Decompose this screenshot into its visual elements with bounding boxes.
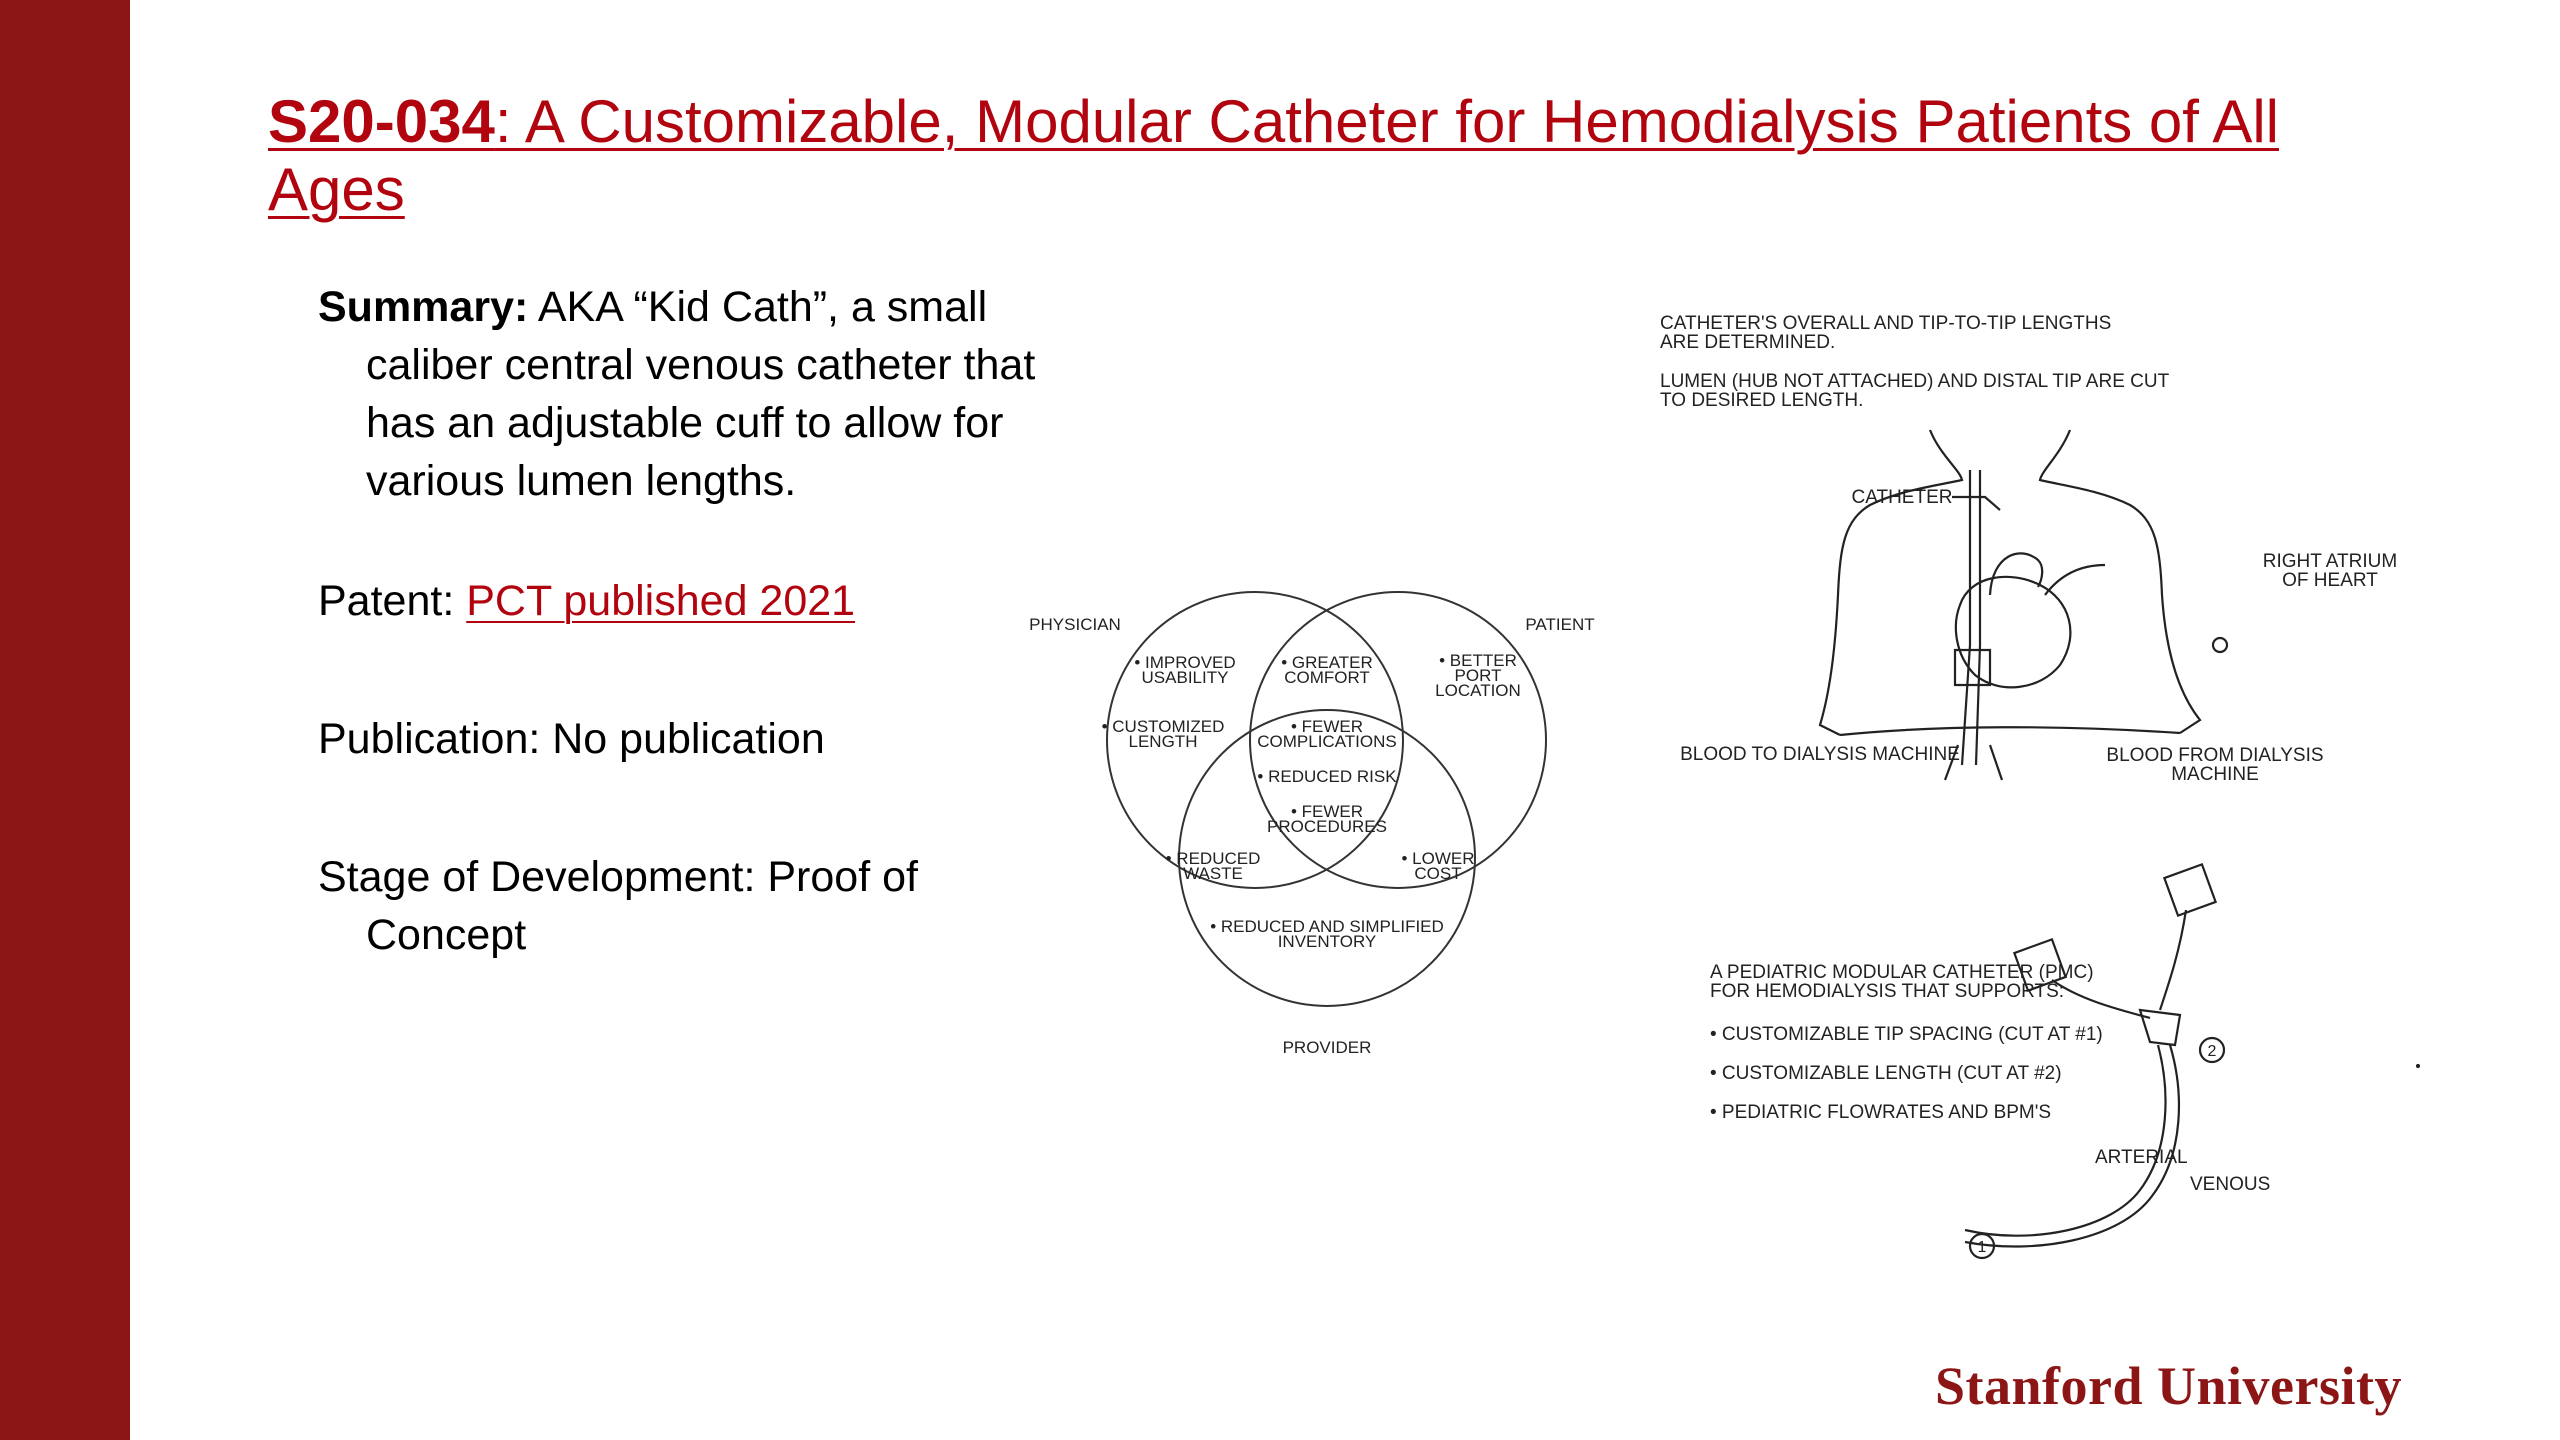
patent-paragraph xyxy=(318,572,1038,630)
lower-cost-line2: COST xyxy=(1414,864,1462,883)
aorta-shape xyxy=(1990,553,2042,595)
right-atrium-line2: OF HEART xyxy=(2282,570,2378,591)
shoulder-line xyxy=(1840,727,2180,735)
cut-mark-1-number: 1 xyxy=(1977,1239,1987,1256)
physician-label: PHYSICIAN xyxy=(1029,615,1121,634)
patient-label: PATIENT xyxy=(1525,615,1595,634)
customized-length-line1: • CUSTOMIZED xyxy=(1101,717,1225,736)
chest-catheter-diagram xyxy=(1640,305,2410,805)
better-port-line3: LOCATION xyxy=(1435,681,1521,700)
improved-usability-line1: • IMPROVED xyxy=(1134,653,1236,672)
reduced-inventory-line2: INVENTORY xyxy=(1277,932,1377,951)
reduced-waste-line1: • REDUCED xyxy=(1165,849,1261,868)
pmc-diagram xyxy=(1700,850,2420,1270)
summary-label: Summary: xyxy=(318,283,529,331)
provider-label: PROVIDER xyxy=(1282,1038,1372,1057)
cut-mark-2-number: 2 xyxy=(2207,1043,2217,1060)
greater-comfort-line2: COMFORT xyxy=(1284,668,1370,687)
venn-diagram xyxy=(1020,560,1620,1080)
summary-block xyxy=(318,278,1038,964)
heart-shape xyxy=(1956,577,2071,688)
pmc-bullet-3: • PEDIATRIC FLOWRATES AND BPM'S xyxy=(1710,1102,2052,1123)
patent-label: Patent: xyxy=(318,577,467,625)
stanford-logo: Stanford University xyxy=(1935,1356,2402,1416)
chest-note2-line1: LUMEN (HUB NOT ATTACHED) AND DISTAL TIP ARE CUT xyxy=(1660,371,2170,392)
catheter-line-b xyxy=(1976,470,1980,765)
arterial-extension xyxy=(2160,910,2186,1010)
torso-outline xyxy=(1820,430,2200,735)
summary-paragraph xyxy=(318,278,1038,510)
fewer-complications-line2: COMPLICATIONS xyxy=(1257,732,1397,751)
fewer-procedures-line2: PROCEDURES xyxy=(1267,817,1387,836)
venous-extension xyxy=(2052,980,2150,1018)
chest-note1-line1: CATHETER'S OVERALL AND TIP-TO-TIP LENGTHS xyxy=(1660,313,2112,334)
blood-from-machine-line2: MACHINE xyxy=(2171,764,2259,785)
blood-to-machine-label: BLOOD TO DIALYSIS MACHINE xyxy=(1680,744,1960,765)
pmc-intro-line2: FOR HEMODIALYSIS THAT SUPPORTS: xyxy=(1710,981,2065,1002)
title-link[interactable] xyxy=(268,88,2279,223)
summary-text: AKA “Kid Cath”, a small caliber central venous catheter that has an adjustable cuff to allow for various lumen lengths. xyxy=(366,283,1036,505)
nipple-mark xyxy=(2213,638,2227,652)
inflow-arrow xyxy=(1990,745,2002,780)
patent-link[interactable]: PCT published 2021 xyxy=(466,577,856,625)
fewer-procedures-line1: • FEWER xyxy=(1290,802,1364,821)
case-number: S20-034 xyxy=(268,88,495,155)
atrium-leader xyxy=(2045,565,2105,595)
catheter-leader xyxy=(1952,497,2000,510)
reduced-inventory-line1: • REDUCED AND SIMPLIFIED xyxy=(1210,917,1444,936)
improved-usability-line2: USABILITY xyxy=(1141,668,1229,687)
venous-label: VENOUS xyxy=(2190,1174,2271,1195)
catheter-line-a xyxy=(1962,470,1970,765)
catheter-connector xyxy=(1955,650,1990,685)
right-atrium-line1: RIGHT ATRIUM xyxy=(2262,551,2398,572)
title-text: : A Customizable, Modular Catheter for Hemodialysis Patients of All Ages xyxy=(268,88,2280,223)
pmc-bullet-2: • CUSTOMIZABLE LENGTH (CUT AT #2) xyxy=(1710,1063,2062,1084)
cut-point-2-circle xyxy=(2417,1065,2419,1067)
lower-cost-line1: • LOWER xyxy=(1401,849,1475,868)
greater-comfort-line1: • GREATER xyxy=(1281,653,1373,672)
chest-note2-line2: TO DESIRED LENGTH. xyxy=(1660,390,1864,411)
bifurcation-hub xyxy=(2140,1010,2180,1045)
arterial-label: ARTERIAL xyxy=(2095,1147,2188,1168)
catheter-label: CATHETER xyxy=(1851,487,1953,508)
chest-note1-line2: ARE DETERMINED. xyxy=(1660,332,1836,353)
stage-paragraph: Stage of Development: Proof of Concept xyxy=(318,853,918,959)
left-brand-bar xyxy=(0,0,130,1440)
pmc-bullet-1: • CUSTOMIZABLE TIP SPACING (CUT AT #1) xyxy=(1710,1024,2103,1045)
blood-from-machine-line1: BLOOD FROM DIALYSIS xyxy=(2106,745,2324,766)
better-port-line2: PORT xyxy=(1454,666,1502,685)
customized-length-line2: LENGTH xyxy=(1128,732,1198,751)
better-port-line1: • BETTER xyxy=(1439,651,1517,670)
pmc-intro-line1: A PEDIATRIC MODULAR CATHETER (PMC) xyxy=(1710,962,2094,983)
reduced-waste-line2: WASTE xyxy=(1183,864,1243,883)
slide-title xyxy=(268,88,2418,224)
publication-paragraph: Publication: No publication xyxy=(318,715,825,763)
reduced-risk-label: • REDUCED RISK xyxy=(1257,767,1397,786)
arterial-hub xyxy=(2164,864,2215,915)
fewer-complications-line1: • FEWER xyxy=(1290,717,1364,736)
